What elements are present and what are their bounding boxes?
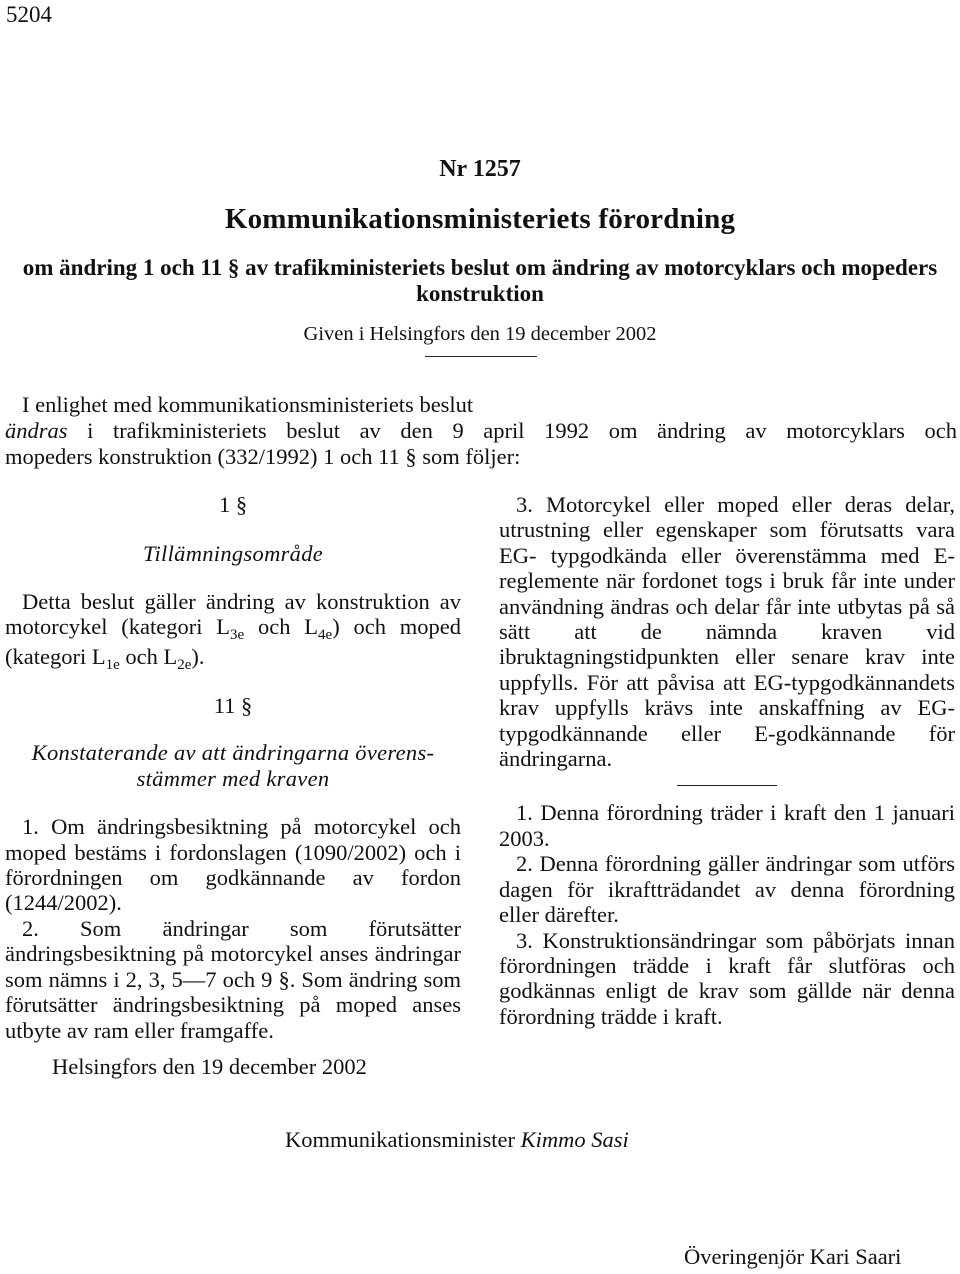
section-11-para-2: 2. Som ändringar som förutsätter ändringsbesiktning på motorcykel anses ändringar som nämns i 2, 3, 5—7 och 9 §. Som ändring som förutsätter ändringsbesiktning på moped anses utbyte av ram eller framgaffe.: [5, 915, 461, 1043]
document-number: Nr 1257: [439, 156, 521, 182]
right-column: [499, 492, 955, 1029]
minister-name: Kimmo Sasi: [520, 1127, 629, 1152]
section-11-title-line-2: stämmer med kraven: [136, 765, 330, 791]
intro-line-2-text: i trafikministeriets beslut av den 9 april 1992 om ändring av motorcyklars och: [67, 418, 957, 443]
place-and-date: Helsingfors den 19 december 2002: [52, 1054, 367, 1079]
engineer-signature: Överingenjör Kari Saari: [684, 1244, 902, 1269]
section-1-text-e: ).: [191, 643, 205, 669]
subscript-3e: 3e: [230, 627, 245, 644]
intro-paragraph: [5, 392, 957, 470]
final-provision-1: 1. Denna förordning träder i kraft den 1 januari 2003.: [499, 800, 955, 851]
document-title: Kommunikationsministeriets förordning: [224, 203, 736, 235]
section-1-text-a: Detta beslut gäller ändring av konstruktion av motorcykel (kategori L: [5, 588, 461, 640]
final-provision-2: 2. Denna förordning gäller ändringar som utförs dagen för ikraftträdandet av denna förordning eller därefter.: [499, 851, 955, 928]
subscript-2e: 2e: [177, 656, 192, 673]
section-1-text-b: och L: [244, 614, 319, 640]
left-column: [5, 492, 461, 1043]
final-provision-3: 3. Konstruktionsändringar som påbörjats innan förordningen trädde i kraft får slutföras och godkännas enligt de krav som gällde när denna förordning trädde i kraft.: [499, 927, 955, 1029]
header-divider: [425, 356, 537, 357]
page-number: 5204: [6, 2, 52, 27]
section-11-heading: 11 §: [213, 693, 253, 719]
given-date-line: Given i Helsingfors den 19 december 2002: [303, 323, 657, 345]
section-1-text-d: och L: [119, 643, 178, 669]
minister-title: Kommunikationsminister: [285, 1127, 515, 1152]
subscript-4e: 4e: [318, 627, 333, 644]
subscript-1e: 1e: [105, 656, 120, 673]
minister-signature: [285, 1127, 629, 1153]
section-11-para-3: 3. Motorcykel eller moped eller deras delar, utrustning eller egenskaper som förutsatts vara EG- typgodkända eller överenstämma med E-reglemente när fordonet togs i bruk får inte under användning ändras och delar får inte utbytas på så sätt att de nämnda kraven vid ibruktagningstidpunkten eller senare krav inte uppfylls. För att påvisa att EG-typgodkännandets krav uppfylls krävs inte anskaffning av EG-typgodkännande eller E-godkännande för ändringarna.: [499, 492, 955, 772]
intro-line-3: mopeders konstruktion (332/1992) 1 och 11 § som följer:: [5, 444, 521, 469]
section-1-heading: 1 §: [218, 492, 248, 517]
section-1-title: Tillämningsområde: [142, 541, 324, 567]
middle-divider: [677, 785, 777, 786]
intro-italic-word: ändras: [5, 418, 68, 443]
section-11-title-line-1: Konstaterande av att ändringarna överens-: [31, 740, 435, 766]
intro-line-1: I enlighet med kommunikationsministeriets beslut: [22, 392, 474, 417]
document-subtitle: om ändring 1 och 11 § av trafikministeriets beslut om ändring av motorcyklars och mopeders konstruktion: [22, 255, 938, 306]
section-1-text: [5, 589, 461, 673]
section-11-para-1: 1. Om ändringsbesiktning på motorcykel och moped bestäms i fordonslagen (1090/2002) och i förordningen om godkännande av fordon (1244/2002).: [5, 814, 461, 916]
section-1-text-c: ) och moped (kategori L: [5, 614, 461, 669]
intro-line-2: [5, 418, 957, 444]
